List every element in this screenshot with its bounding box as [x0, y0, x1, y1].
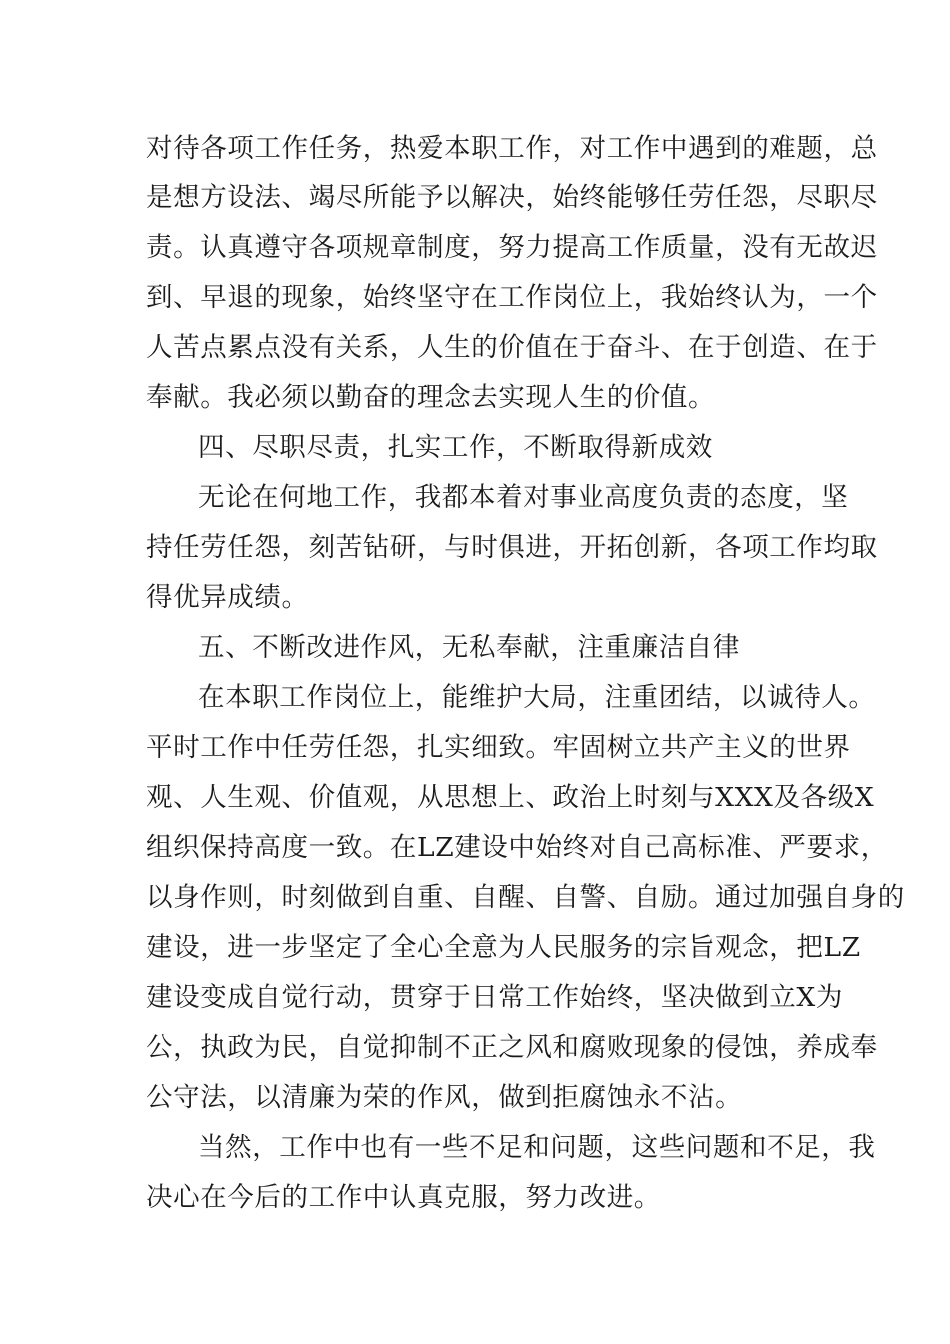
text-line: 在本职工作岗位上，能维护大局，注重团结，以诚待人。	[198, 682, 876, 713]
text-line: 公守法，以清廉为荣的作风，做到拒腐蚀永不沾。	[146, 1082, 743, 1113]
text-line: 建设，进一步坚定了全心全意为人民服务的宗旨观念，把LZ	[146, 932, 861, 963]
text-line: 以身作则，时刻做到自重、自醒、自警、自励。通过加强自身的	[146, 882, 905, 913]
text-line: 是想方设法、竭尽所能予以解决，始终能够任劳任怨，尽职尽	[146, 182, 878, 213]
text-line: 公，执政为民，自觉抑制不正之风和腐败现象的侵蚀，养成奉	[146, 1032, 878, 1063]
text-line: 建设变成自觉行动，贯穿于日常工作始终，坚决做到立X为	[146, 982, 843, 1013]
text-line: 平时工作中任劳任怨，扎实细致。牢固树立共产主义的世界	[146, 732, 851, 763]
text-line: 无论在何地工作，我都本着对事业高度负责的态度，坚	[198, 482, 849, 513]
section-heading-4: 四、尽职尽责，扎实工作，不断取得新成效	[198, 432, 713, 463]
text-line: 责。认真遵守各项规章制度，努力提高工作质量，没有无故迟	[146, 232, 878, 263]
text-line: 观、人生观、价值观，从思想上、政治上时刻与XXX及各级X	[146, 782, 875, 813]
text-line: 人苦点累点没有关系，人生的价值在于奋斗、在于创造、在于	[146, 332, 878, 363]
text-line: 当然，工作中也有一些不足和问题，这些问题和不足，我	[198, 1132, 876, 1163]
text-line: 决心在今后的工作中认真克服，努力改进。	[146, 1182, 661, 1213]
text-line: 持任劳任怨，刻苦钻研，与时俱进，开拓创新，各项工作均取	[146, 532, 878, 563]
text-line: 组织保持高度一致。在LZ建设中始终对自己高标准、严要求，	[146, 832, 888, 863]
text-line: 对待各项工作任务，热爱本职工作，对工作中遇到的难题，总	[146, 133, 878, 164]
text-line: 奉献。我必须以勤奋的理念去实现人生的价值。	[146, 382, 716, 413]
text-line: 到、早退的现象，始终坚守在工作岗位上，我始终认为，一个	[146, 282, 878, 313]
section-heading-5: 五、不断改进作风，无私奉献，注重廉洁自律	[198, 632, 740, 663]
text-line: 得优异成绩。	[146, 582, 309, 613]
